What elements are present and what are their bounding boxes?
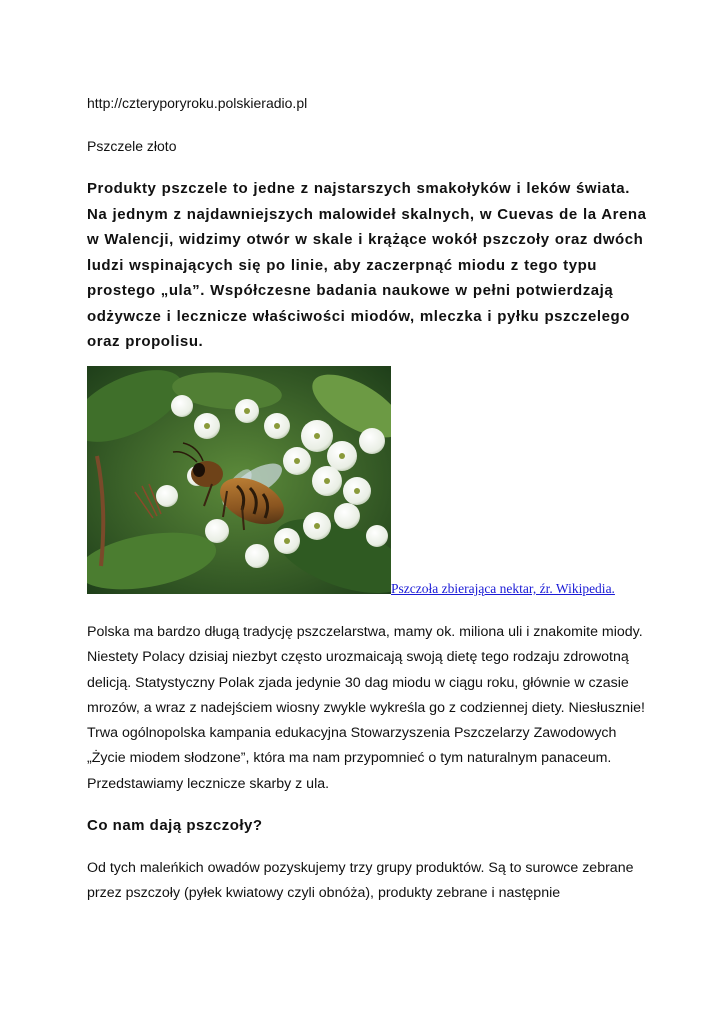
source-url: http://czteryporyroku.polskieradio.pl <box>87 95 308 111</box>
section-heading: Co nam dają pszczoły? <box>87 817 263 834</box>
lead-paragraph: Produkty pszczele to jedne z najstarszych smakołyków i leków świata. Na jednym z najdawniejszych malowideł skalnych, w Cuevas de la Arena w Walencji, widzimy otwór w skale i krążące wokół pszczoły oraz dwóch ludzi wspinających się po linie, aby zaczerpnąć miodu z tego typu prostego „ula”. Współczesne badania naukowe w pełni potwierdzają odżywcze i lecznicze właściwości miodów, mleczka i pyłku pszczelego oraz propolisu. <box>87 180 647 350</box>
document-title: Pszczele złoto <box>87 138 177 154</box>
bee-photo <box>87 366 391 594</box>
body-paragraph: Od tych maleńkich owadów pozyskujemy trzy grupy produktów. Są to surowce zebrane przez pszczoły (pyłek kwiatowy czyli obnóża), produkty zebrane i następnie <box>87 860 634 902</box>
figure <box>87 366 647 598</box>
body-paragraph: Polska ma bardzo długą tradycję pszczelarstwa, mamy ok. miliona uli i znakomite miody. Niestety Polacy dzisiaj niezbyt często urozmaicają swoją dietę tego rodzaju zdrowotną delicją. Statystyczny Polak zjada jedynie 30 dag miodu w ciągu roku, głównie w czasie mrozów, a wraz z nadejściem wiosny zwykle wykreśla go z codziennej diety. Niesłusznie! Trwa ogólnopolska kampania edukacyjna Stowarzyszenia Pszczelarzy Zawodowych „Życie miodem słodzone”, która ma nam przypomnieć o tym naturalnym panaceum. Przedstawiamy lecznicze skarby z ula. <box>87 624 645 792</box>
photo-caption-link[interactable]: Pszczoła zbierająca nektar, źr. Wikipedia. <box>391 581 615 596</box>
